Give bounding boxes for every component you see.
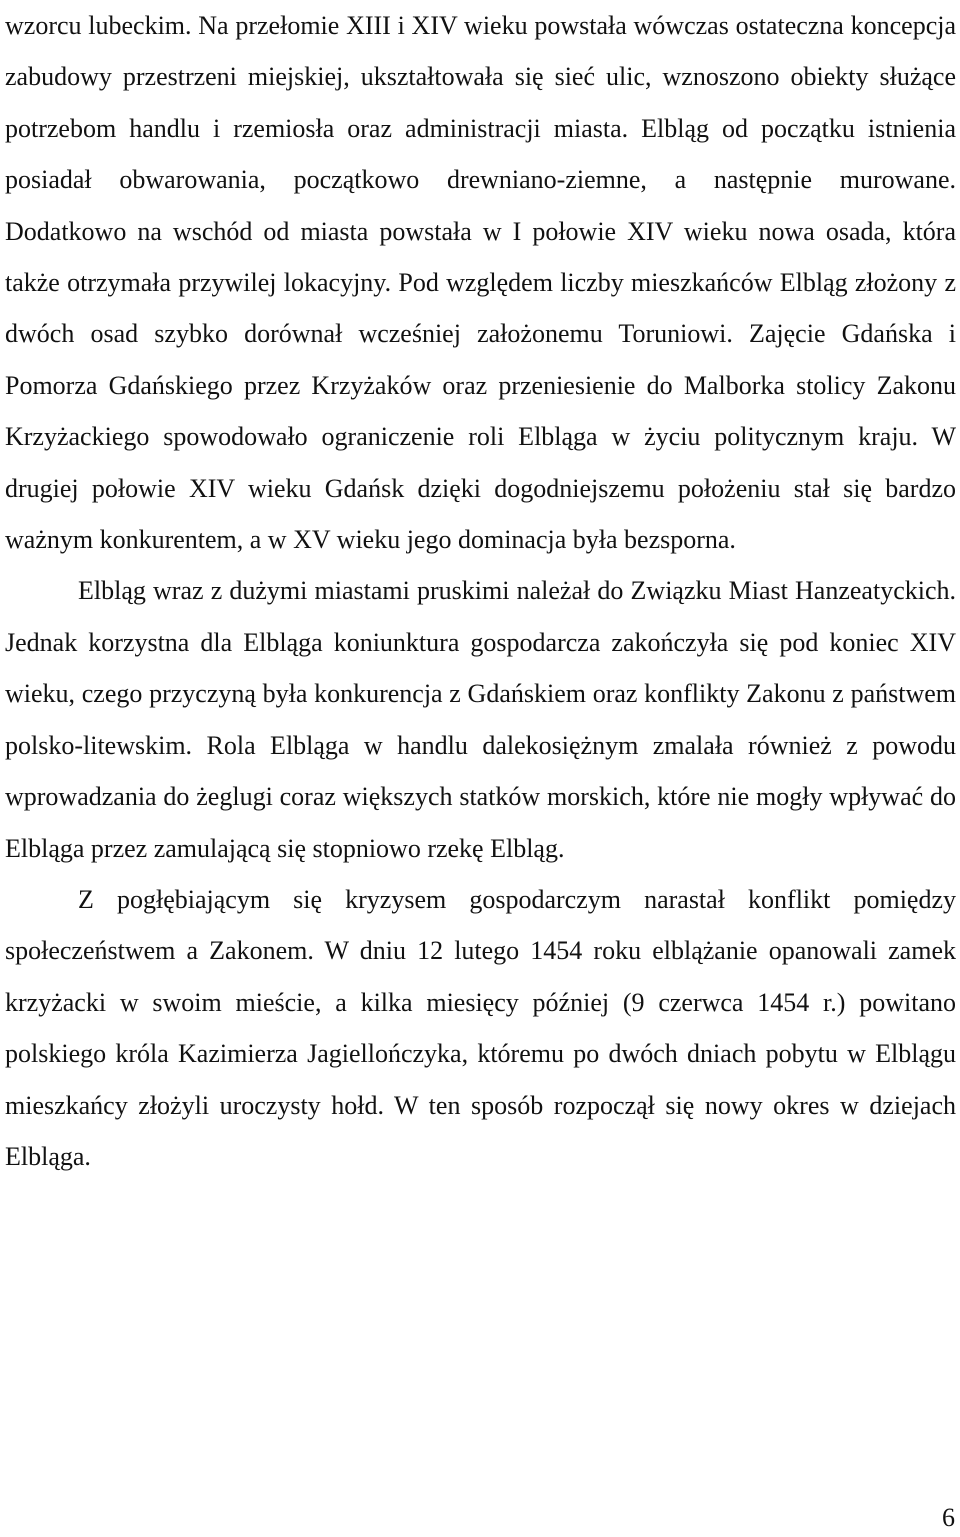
- document-body: [5, 0, 956, 1182]
- paragraph-2: Elbląg wraz z dużymi miastami pruskimi należał do Związku Miast Hanzeatyckich. Jednak korzystna dla Elbląga koniunktura gospodarcza zakończyła się pod koniec XIV wieku, czego przyczyną była konkurencja z Gdańskiem oraz konflikty Zakonu z państwem polsko-litewskim. Rola Elbląga w handlu dalekosiężnym zmalała również z powodu wprowadzania do żeglugi coraz większych statków morskich, które nie mogły wpływać do Elbląga przez zamulającą się stopniowo rzekę Elbląg.: [5, 576, 956, 863]
- page-number: 6: [942, 1503, 955, 1532]
- paragraph-3: Z pogłębiającym się kryzysem gospodarczym narastał konflikt pomiędzy społeczeństwem a Zakonem. W dniu 12 lutego 1454 roku elblążanie opanowali zamek krzyżacki w swoim mieście, a kilka miesięcy później (9 czerwca 1454 r.) powitano polskiego króla Kazimierza Jagiellończyka, któremu po dwóch dniach pobytu w Elblągu mieszkańcy złożyli uroczysty hołd. W ten sposób rozpoczął się nowy okres w dziejach Elbląga.: [5, 884, 956, 1171]
- paragraph-1: wzorcu lubeckim. Na przełomie XIII i XIV wieku powstała wówczas ostateczna koncepcja zabudowy przestrzeni miejskiej, ukształtowała się sieć ulic, wznoszono obiekty służące potrzebom handlu i rzemiosła oraz administracji miasta. Elbląg od początku istnienia posiadał obwarowania, początkowo drewniano-ziemne, a następnie murowane. Dodatkowo na wschód od miasta powstała w I połowie XIV wieku nowa osada, która także otrzymała przywilej lokacyjny. Pod względem liczby mieszkańców Elbląg złożony z dwóch osad szybko dorównał wcześniej założonemu Toruniowi. Zajęcie Gdańska i Pomorza Gdańskiego przez Krzyżaków oraz przeniesienie do Malborka stolicy Zakonu Krzyżackiego spowodowało ograniczenie roli Elbląga w życiu politycznym kraju. W drugiej połowie XIV wieku Gdańsk dzięki dogodniejszemu położeniu stał się bardzo ważnym konkurentem, a w XV wieku jego dominacja była bezsporna.: [5, 11, 956, 555]
